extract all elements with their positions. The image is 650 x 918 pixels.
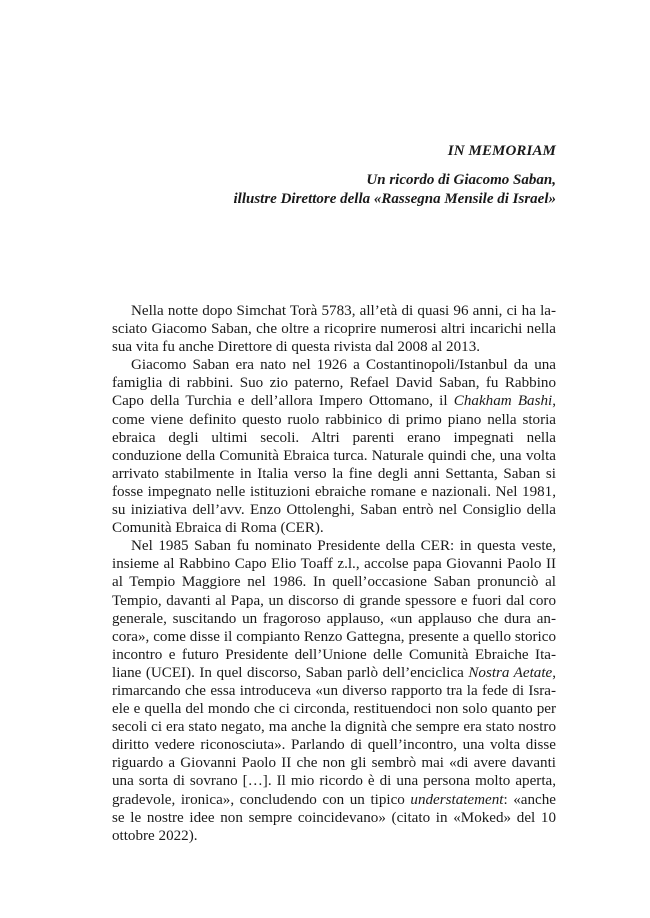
italic-term-understatement: understatement bbox=[410, 791, 504, 808]
paragraph-text: , come viene definito questo ruolo rabbinico di primo piano nella storia ebraica degli ultimi secoli. Altri parenti erano impegnati nella conduzione della Comunità Ebraica turca. Naturale quindi che, una volta arrivato stabilmente in Italia verso la fine degli anni Settanta, Saban si fosse impegnato nelle istituzioni ebraiche romane e nazionali. Nel 1981, su iniziativa dell’avv. Enzo Ottolenghi, Saban entrò nel Consiglio della Comunità Ebraica di Roma (CER). bbox=[112, 393, 557, 537]
paragraph-text: Nella notte dopo Simchat Torà 5783, all’età di quasi 96 anni, ci ha lasciato Giacomo Saban, che oltre a ricoprire numerosi altri incarichi nella sua vita fu anche Direttore di questa rivista dal 2008 al 2013. bbox=[112, 303, 556, 356]
article-subtitle bbox=[96, 171, 556, 209]
paragraph-text: Giacomo Saban era nato nel 1926 a Costantinopoli/Istanbul da una famiglia di rabbini. Suo zio paterno, Refael David Saban, fu Rabbino Capo della Turchia e dell’allora Impero Ottomano, il bbox=[112, 357, 556, 410]
subtitle-line-1: Un ricordo di Giacomo Saban, bbox=[366, 172, 556, 188]
paragraph-text: , rimarcando che essa introduceva «un diverso rapporto tra la fede di Israele e quella del mondo che ci circonda, restituendoci non solo quanto per secoli ci era stato negato, ma anche la dignità che sempre era stato nostro diritto vedere riconosciuta». Parlando di quell’incontro, una volta disse riguardo a Giovanni Paolo II che non gli sembrò mai «di avere davanti una sorta di sovrano […]. Il mio ricordo è di una persona molto aperta, gradevole, ironica», concludendo con un tipico bbox=[112, 664, 557, 808]
article-body bbox=[112, 302, 556, 845]
italic-term-chakham-bashi: Chakham Bashi bbox=[453, 393, 553, 410]
section-title: IN MEMORIAM bbox=[447, 143, 556, 159]
paragraph-2 bbox=[112, 356, 556, 537]
paragraph-3 bbox=[112, 537, 556, 845]
paragraph-text: Nel 1985 Saban fu nominato Presidente della CER: in questa veste, insieme al Rabbino Capo Elio Toaff z.l., accolse papa Giovanni Paolo II al Tempio Maggiore nel 1986. In quell’occasione Saban pronunciò al Tempio, davanti al Papa, un discorso di grande spessore e fuori dal coro generale, suscitando un fragoroso applauso, «un applauso che dura ancora», come disse il compianto Renzo Gattegna, presente a quello storico incontro e futuro Presidente dell’Unione delle Comunità Ebraiche Italiane (UCEI). In quel discorso, Saban parlò dell’enciclica bbox=[112, 538, 556, 681]
subtitle-line-2: illustre Direttore della «Rassegna Mensile di Israel» bbox=[233, 191, 556, 207]
paragraph-1 bbox=[112, 302, 556, 356]
italic-term-nostra-aetate: Nostra Aetate bbox=[468, 664, 553, 681]
paragraph-text: : «anche se le nostre idee non sempre coincidevano» (citato in «Moked» del 10 ottobre 2022). bbox=[112, 791, 556, 844]
